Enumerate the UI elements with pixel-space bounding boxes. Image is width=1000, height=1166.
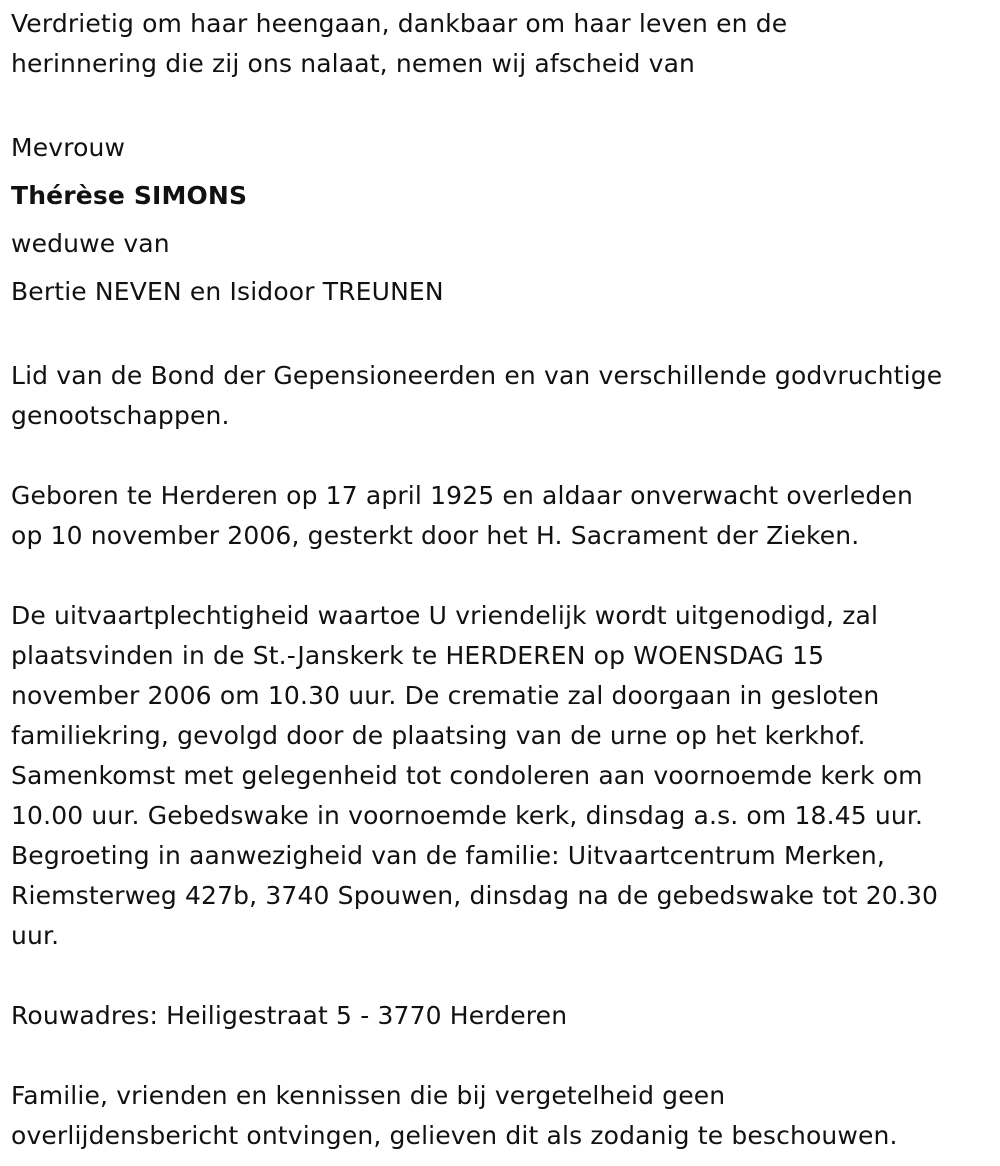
- membership-line-1: Lid van de Bond der Gepensioneerden en van verschillende godvruchtige: [11, 361, 943, 390]
- ceremony-line-1: De uitvaartplechtigheid waartoe U vriendelijk wordt uitgenodigd, zal: [11, 601, 879, 630]
- salutation: Mevrouw: [11, 133, 126, 162]
- membership-line-2: genootschappen.: [11, 401, 230, 430]
- ceremony-line-2: plaatsvinden in de St.-Janskerk te HERDEREN op WOENSDAG 15: [11, 641, 825, 670]
- spacer: [11, 1036, 991, 1076]
- intro-paragraph: [11, 4, 991, 84]
- ceremony-line-3: november 2006 om 10.30 uur. De crematie zal doorgaan in gesloten: [11, 681, 880, 710]
- birth-death-line-2: op 10 november 2006, gesterkt door het H. Sacrament der Zieken.: [11, 521, 860, 550]
- obituary-document: [11, 4, 991, 1156]
- relation-text: weduwe van: [11, 229, 170, 258]
- birth-death-line-1: Geboren te Herderen op 17 april 1925 en aldaar onverwacht overleden: [11, 481, 913, 510]
- intro-line-1: Verdrietig om haar heengaan, dankbaar om haar leven en de: [11, 9, 788, 38]
- deceased-name: Thérèse SIMONS: [11, 181, 248, 210]
- closing-line-1: Familie, vrienden en kennissen die bij vergetelheid geen: [11, 1081, 726, 1110]
- closing-paragraph: [11, 1076, 991, 1156]
- ceremony-line-8: Riemsterweg 427b, 3740 Spouwen, dinsdag na de gebedswake tot 20.30: [11, 881, 939, 910]
- ceremony-line-6: 10.00 uur. Gebedswake in voornoemde kerk, dinsdag a.s. om 18.45 uur.: [11, 801, 924, 830]
- spouses-names: Bertie NEVEN en Isidoor TREUNEN: [11, 277, 444, 306]
- closing-line-2: overlijdensbericht ontvingen, gelieven dit als zodanig te beschouwen.: [11, 1121, 898, 1150]
- address-paragraph: [11, 996, 991, 1036]
- ceremony-line-9: uur.: [11, 921, 60, 950]
- birth-death-paragraph: [11, 476, 991, 556]
- ceremony-line-5: Samenkomst met gelegenheid tot condoleren aan voornoemde kerk om: [11, 761, 923, 790]
- spacer: [11, 316, 991, 356]
- spacer: [11, 956, 991, 996]
- intro-line-2: herinnering die zij ons nalaat, nemen wij afscheid van: [11, 49, 696, 78]
- membership-paragraph: [11, 356, 991, 436]
- spacer: [11, 84, 991, 124]
- spacer: [11, 556, 991, 596]
- ceremony-line-4: familiekring, gevolgd door de plaatsing van de urne op het kerkhof.: [11, 721, 866, 750]
- ceremony-line-7: Begroeting in aanwezigheid van de familie: Uitvaartcentrum Merken,: [11, 841, 885, 870]
- mourning-address: Rouwadres: Heiligestraat 5 - 3770 Herderen: [11, 1001, 568, 1030]
- ceremony-paragraph: [11, 596, 991, 956]
- deceased-block: [11, 124, 991, 316]
- spacer: [11, 436, 991, 476]
